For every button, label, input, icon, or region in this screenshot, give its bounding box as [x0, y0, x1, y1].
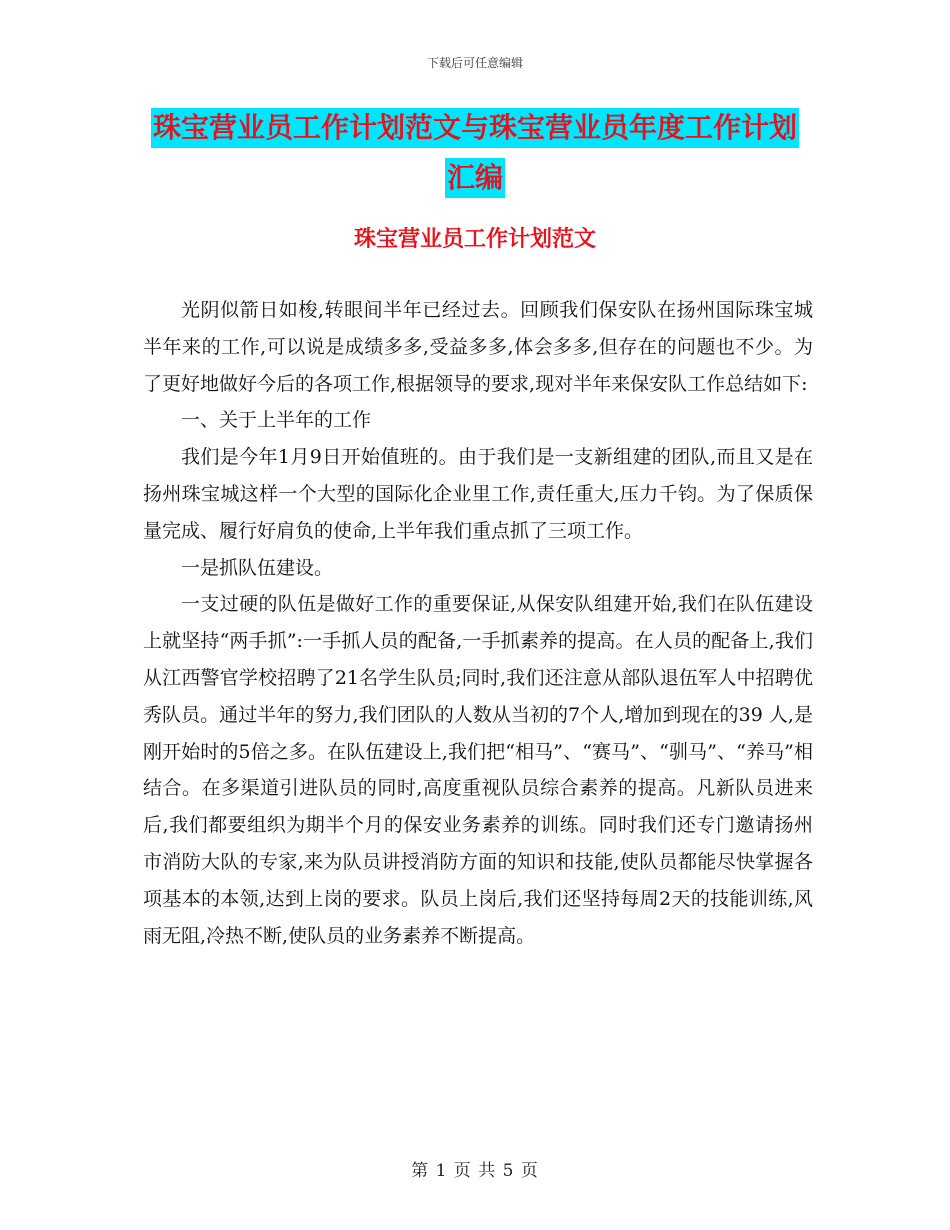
- title-line-2: 汇编: [445, 158, 505, 198]
- paragraph-start-duty: 我们是今年1月9日开始值班的。由于我们是一支新组建的团队,而且又是在扬州珠宝城这样一个大型的国际化企业里工作,责任重大,压力千钧。为了保质保量完成、履行好肩负的使命,上半年我们重点抓了三项工作。: [143, 446, 813, 542]
- document-title: [0, 108, 950, 198]
- paragraph-team-building-heading: 一是抓队伍建设。: [181, 556, 334, 579]
- paragraph-heading-first-half: 一、关于上半年的工作: [181, 409, 372, 432]
- document-body: [143, 292, 813, 954]
- paragraph-team-building: 一支过硬的队伍是做好工作的重要保证,从保安队组建开始,我们在队伍建设上就坚持“两手抓”:一手抓人员的配备,一手抓素养的提高。在人员的配备上,我们从江西警官学校招聘了21名学生队员;同时,我们还注意从部队退伍军人中招聘优秀队员。通过半年的努力,我们团队的人数从当初的7个人,增加到现在的39 人,是刚开始时的5倍之多。在队伍建设上,我们把“相马”、“赛马”、“驯马”、“养马”相结合。在多渠道引进队员的同时,高度重视队员综合素养的提高。凡新队员进来后,我们都要组织为期半个月的保安业务素养的训练。同时我们还专门邀请扬州市消防大队的专家,来为队员讲授消防方面的知识和技能,使队员都能尽快掌握各项基本的本领,达到上岗的要求。队员上岗后,我们还坚持每周2天的技能训练,风雨无阻,冷热不断,使队员的业务素养不断提高。: [143, 593, 813, 947]
- header-note: 下载后可任意编辑: [426, 56, 523, 70]
- title-line-1: 珠宝营业员工作计划范文与珠宝营业员年度工作计划: [151, 108, 799, 148]
- section-title: 珠宝营业员工作计划范文: [353, 227, 596, 252]
- paragraph-intro: 光阴似箭日如梭,转眼间半年已经过去。回顾我们保安队在扬州国际珠宝城半年来的工作,可以说是成绩多多,受益多多,体会多多,但存在的问题也不少。为了更好地做好今后的各项工作,根据领导的要求,现对半年来保安队工作总结如下:: [143, 299, 813, 395]
- page-footer: 第 1 页 共 5 页: [411, 1161, 539, 1181]
